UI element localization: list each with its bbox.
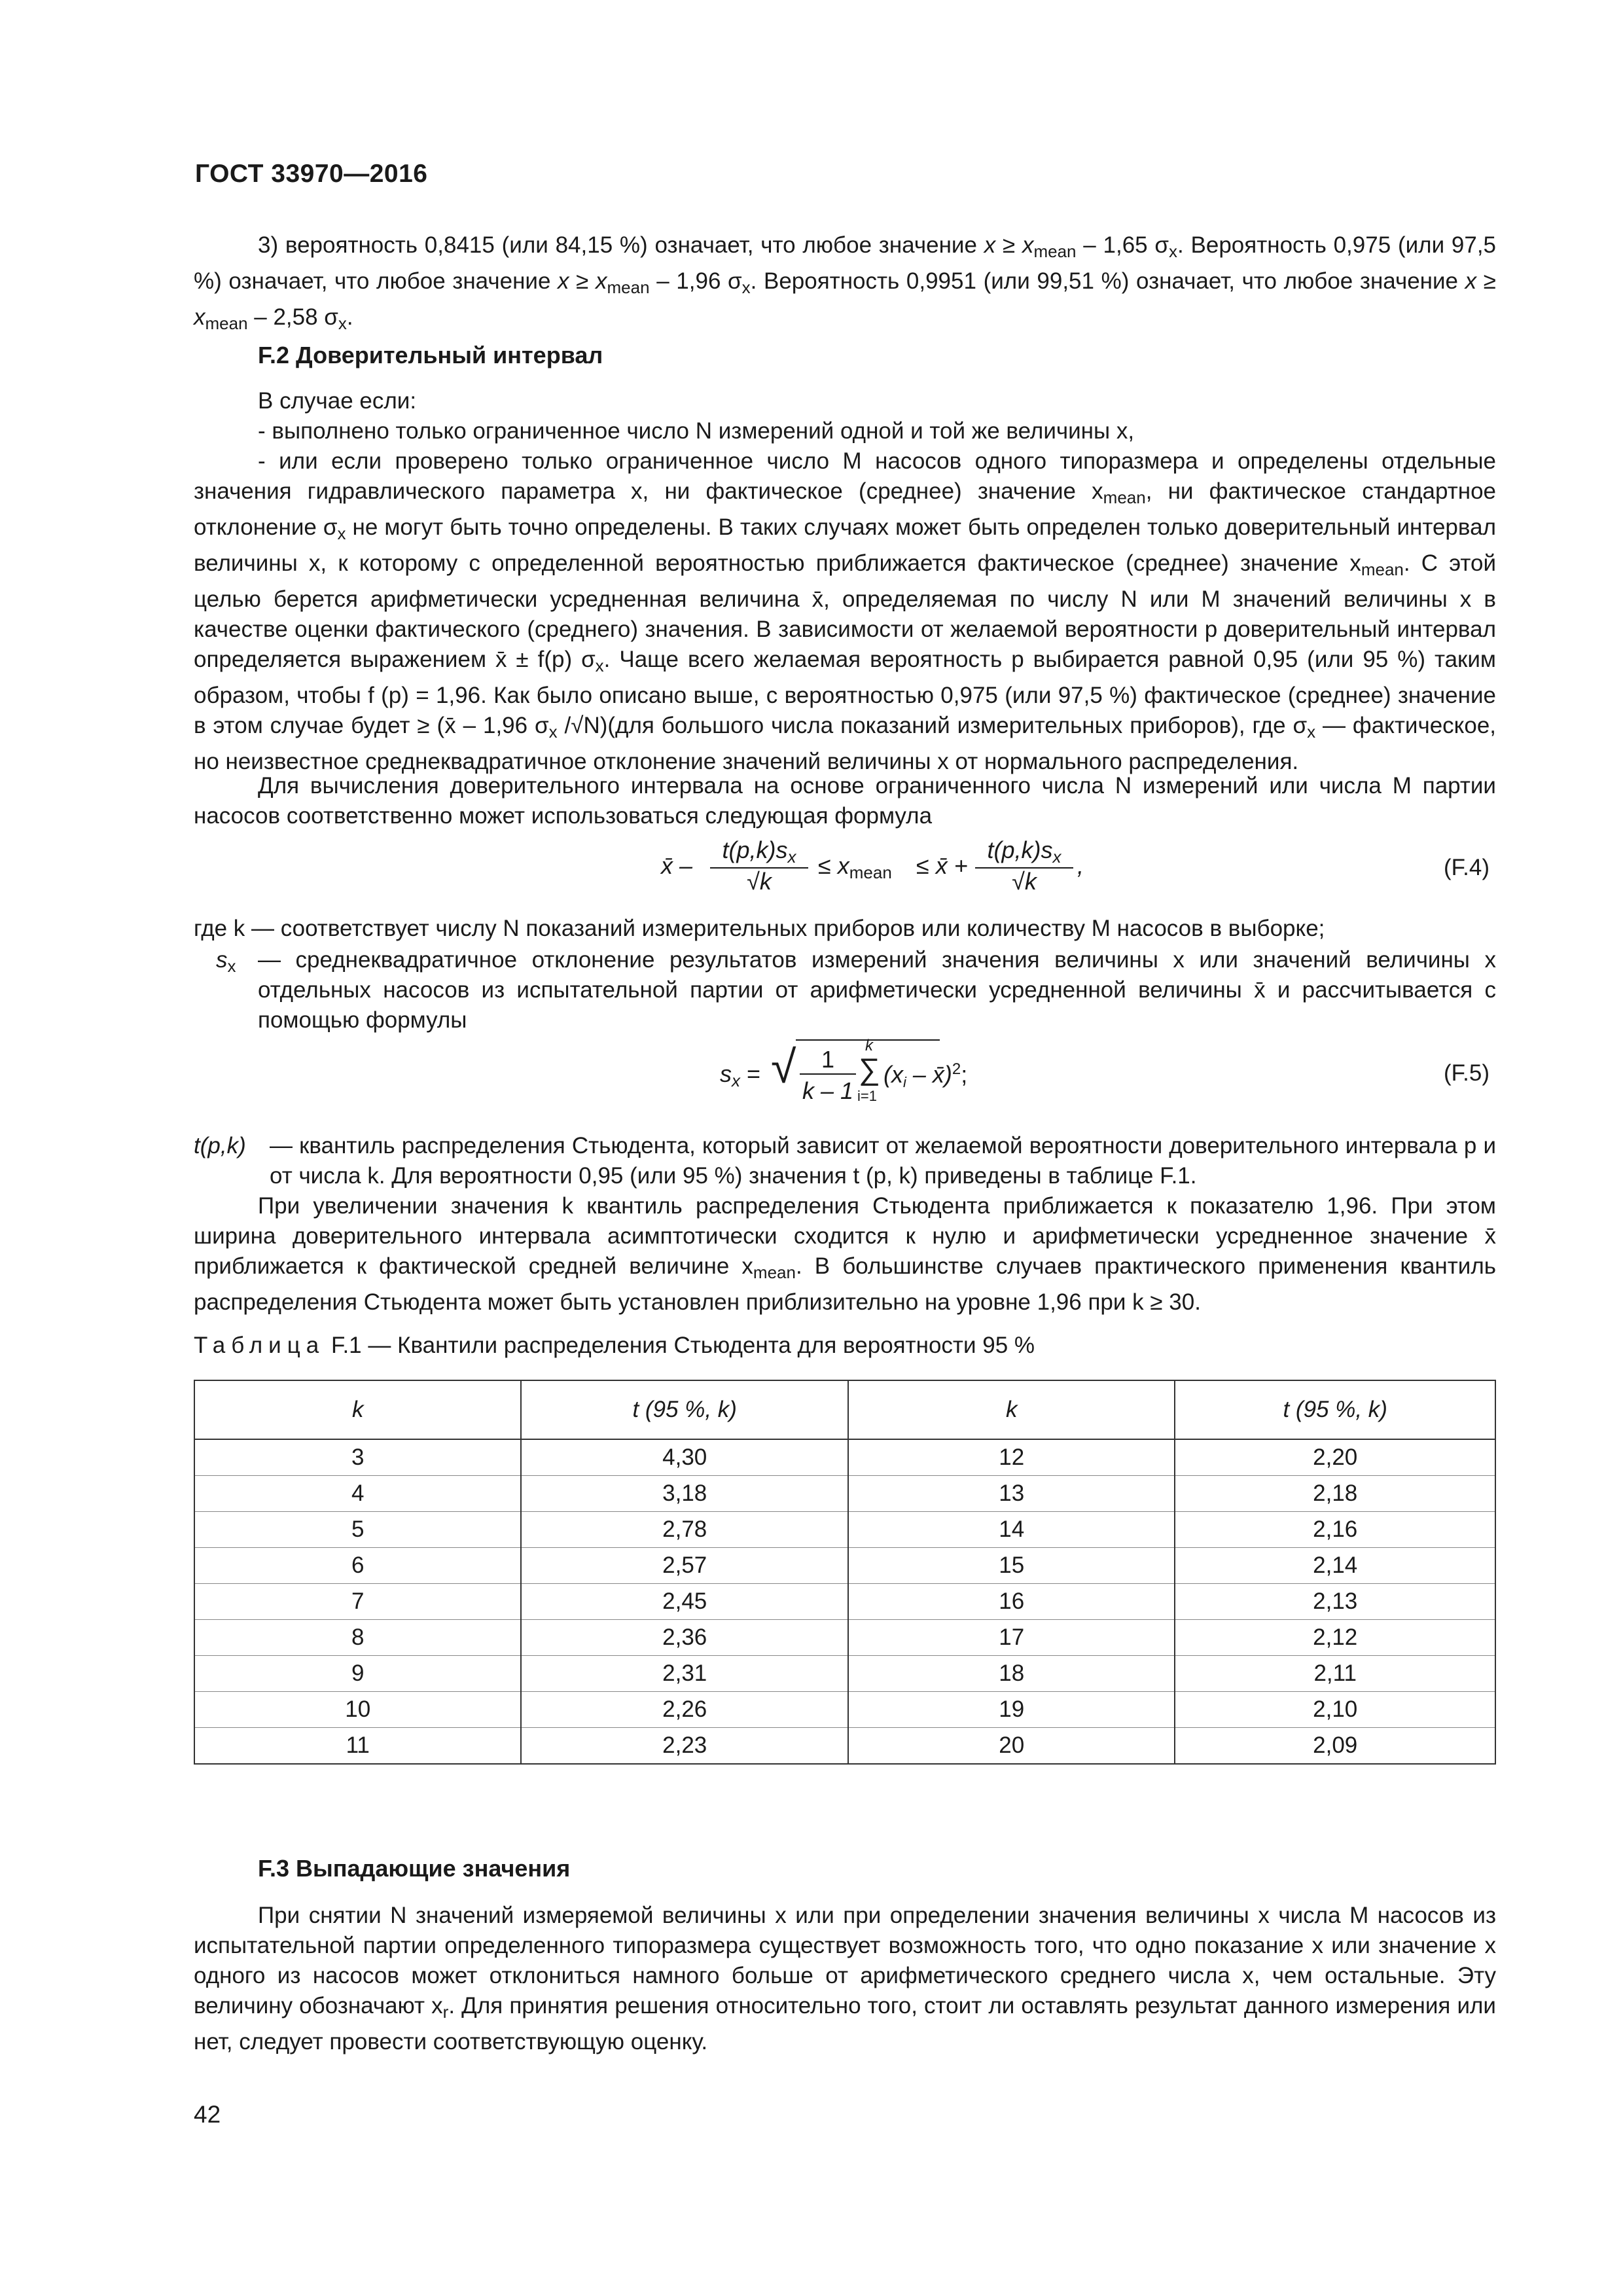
table-row bbox=[194, 1728, 1495, 1765]
paragraph-formula-intro: Для вычисления доверительного интервала на основе ограниченного числа N измерений или числа М партии насосов соответственно может использоваться следующая формула bbox=[194, 773, 1496, 829]
table-cell: 12 bbox=[848, 1439, 1175, 1476]
formula-f4: x̄ – $t(p,k)s_x$ √k ≤ $x_{mean}$ ≤ x̄ + $t(p,k)s_x$ √k , bbox=[661, 836, 1084, 895]
table-cell: 19 bbox=[848, 1692, 1175, 1728]
definition-s: — среднеквадратичное отклонение результатов измерений значения величины x или значений величины x отдельных насосов из испытательной партии от арифметически усредненной величины x̄ и рассчитывается с помощью формулы bbox=[258, 947, 1496, 1033]
table-cell: 2,13 bbox=[1175, 1584, 1495, 1620]
table-header-cell: k bbox=[848, 1380, 1175, 1439]
table-cell: 16 bbox=[848, 1584, 1175, 1620]
table-cell: 14 bbox=[848, 1512, 1175, 1548]
table-header-cell: t (95 %, k) bbox=[521, 1380, 848, 1439]
table-cell: 4,30 bbox=[521, 1439, 848, 1476]
page-number: 42 bbox=[194, 2101, 221, 2128]
table-cell: 2,18 bbox=[1175, 1476, 1495, 1512]
table-cell: 5 bbox=[194, 1512, 521, 1548]
table-cell: 2,31 bbox=[521, 1656, 848, 1692]
table-cell: 2,12 bbox=[1175, 1620, 1495, 1656]
table-row bbox=[194, 1584, 1495, 1620]
table-cell: 2,11 bbox=[1175, 1656, 1495, 1692]
formula-f5: $s_x$ = √ 1 k – 1 k ∑ i=1 ($x_i$ – x̄)$^2$; bbox=[720, 1037, 968, 1104]
table-cell: 2,09 bbox=[1175, 1728, 1495, 1765]
table-header-cell: k bbox=[194, 1380, 521, 1439]
table-header-cell: t (95 %, k) bbox=[1175, 1380, 1495, 1439]
paragraph-asymptotic: При увеличении значения k квантиль распределения Стьюдента приближается к показателю 1,96. При этом ширина доверительного интервала асимптотически сходится к нулю и арифметически усредненное значение x̄ приближается к фактической средней величине $x_{mean}$. В большинстве случаев практического применения квантиль распределения Стьюдента может быть установлен приблизительно на уровне 1,96 при k ≥ 30. bbox=[194, 1193, 1496, 1315]
paragraph-outliers: При снятии N значений измеряемой величины x или при определении значения величины x числа M насосов из испытательной партии определенного типоразмера существует возможность того, что одно показание x или значение x одного из насосов может отклониться намного больше от арифметического среднего числа x, чем остальные. Эту величину обозначают $x_r$. Для принятия решения относительно того, стоит ли оставлять результат данного измерения или нет, следует провести соответствующую оценку. bbox=[194, 1903, 1496, 2054]
table-cell: 2,36 bbox=[521, 1620, 848, 1656]
table-cell: 6 bbox=[194, 1548, 521, 1584]
table-cell: 7 bbox=[194, 1584, 521, 1620]
table-cell: 2,16 bbox=[1175, 1512, 1495, 1548]
paragraph-probabilities: 3) вероятность 0,8415 (или 84,15 %) означает, что любое значение $x \ge x_{mean} - 1,65$ $\sigma_x$. Вероятность 0,975 (или 97,5 %) означает, что любое значение $x \ge x_{mean} - 1,96$ $\sigma_x$. Вероятность 0,9951 (или 99,51 %) означает, что любое значение $x \ge x_{mean} - 2,58$ $\sigma_x$. bbox=[194, 232, 1497, 333]
table-row bbox=[194, 1656, 1495, 1692]
table-cell: 2,45 bbox=[521, 1584, 848, 1620]
definition-s-label: $s_x$ bbox=[216, 947, 236, 976]
table-cell: 3 bbox=[194, 1439, 521, 1476]
definition-k: где k — соответствует числу N показаний измерительных приборов или количеству М насосов в выборке; bbox=[194, 916, 1325, 941]
table-cell: 2,26 bbox=[521, 1692, 848, 1728]
document-header: ГОСТ 33970—2016 bbox=[195, 160, 428, 188]
table-cell: 10 bbox=[194, 1692, 521, 1728]
table-row bbox=[194, 1439, 1495, 1476]
table-cell: 13 bbox=[848, 1476, 1175, 1512]
section-heading-f2: F.2 Доверительный интервал bbox=[258, 342, 603, 368]
table-cell: 2,10 bbox=[1175, 1692, 1495, 1728]
table-cell: 15 bbox=[848, 1548, 1175, 1584]
table-row bbox=[194, 1476, 1495, 1512]
table-cell: 2,23 bbox=[521, 1728, 848, 1765]
formula-number-f5: (F.5) bbox=[1444, 1060, 1489, 1086]
definition-t-label: t(p,k) bbox=[194, 1133, 246, 1158]
table-cell: 17 bbox=[848, 1620, 1175, 1656]
table-cell: 8 bbox=[194, 1620, 521, 1656]
table-cell: 2,14 bbox=[1175, 1548, 1495, 1584]
paragraph-conditions: В случае если: - выполнено только ограниченное число N измерений одной и той же величины x, - или если проверено только ограниченное число М насосов одного типоразмера и определены отдельные значения гидравлического параметра x, ни фактическое (среднее) значение $x_{mean}$, ни фактическое стандартное отклонение $\sigma_x$ не могут быть точно определены. В таких случаях может быть определен только доверительный интервал величины x, к которому с определенной вероятностью приближается фактическое (среднее) значение $x_{mean}$. С этой целью берется арифметически усредненная величина x̄, определяемая по числу N или М значений величины x в качестве оценки фактического (среднего) значения. В зависимости от желаемой вероятности p доверительный интервал определяется выражением x̄ ± f(p) $\sigma_x$. Чаще всего желаемая вероятность p выбирается равной 0,95 (или 95 %) таким образом, чтобы f (p) = 1,96. Как было описано выше, с вероятностью 0,975 (или 97,5 %) фактическое (среднее) значение в этом случае будет ≥ (x̄ – 1,96 $\sigma_x$ /√N)(для большого числа показаний измерительных приборов), где $\sigma_x$ — фактическое, но неизвестное среднеквадратичное отклонение значений величины x от нормального распределения. bbox=[194, 388, 1497, 774]
table-cell: 2,78 bbox=[521, 1512, 848, 1548]
table-row bbox=[194, 1692, 1495, 1728]
table-caption: Таблица F.1 — Квантили распределения Стьюдента для вероятности 95 % bbox=[194, 1333, 1035, 1358]
table-cell: 2,20 bbox=[1175, 1439, 1495, 1476]
table-cell: 11 bbox=[194, 1728, 521, 1765]
student-quantiles-table bbox=[194, 1380, 1496, 1765]
table-row bbox=[194, 1620, 1495, 1656]
table-cell: 3,18 bbox=[521, 1476, 848, 1512]
definition-t: — квантиль распределения Стьюдента, который зависит от желаемой вероятности доверительного интервала p и от числа k. Для вероятности 0,95 (или 95 %) значения t (p, k) приведены в таблице F.1. bbox=[270, 1133, 1496, 1189]
formula-number-f4: (F.4) bbox=[1444, 855, 1489, 880]
table-row bbox=[194, 1548, 1495, 1584]
table-header-row bbox=[194, 1380, 1495, 1439]
table-cell: 4 bbox=[194, 1476, 521, 1512]
table-cell: 20 bbox=[848, 1728, 1175, 1765]
table-row bbox=[194, 1512, 1495, 1548]
table-cell: 18 bbox=[848, 1656, 1175, 1692]
section-heading-f3: F.3 Выпадающие значения bbox=[258, 1855, 571, 1882]
table-cell: 9 bbox=[194, 1656, 521, 1692]
table-cell: 2,57 bbox=[521, 1548, 848, 1584]
